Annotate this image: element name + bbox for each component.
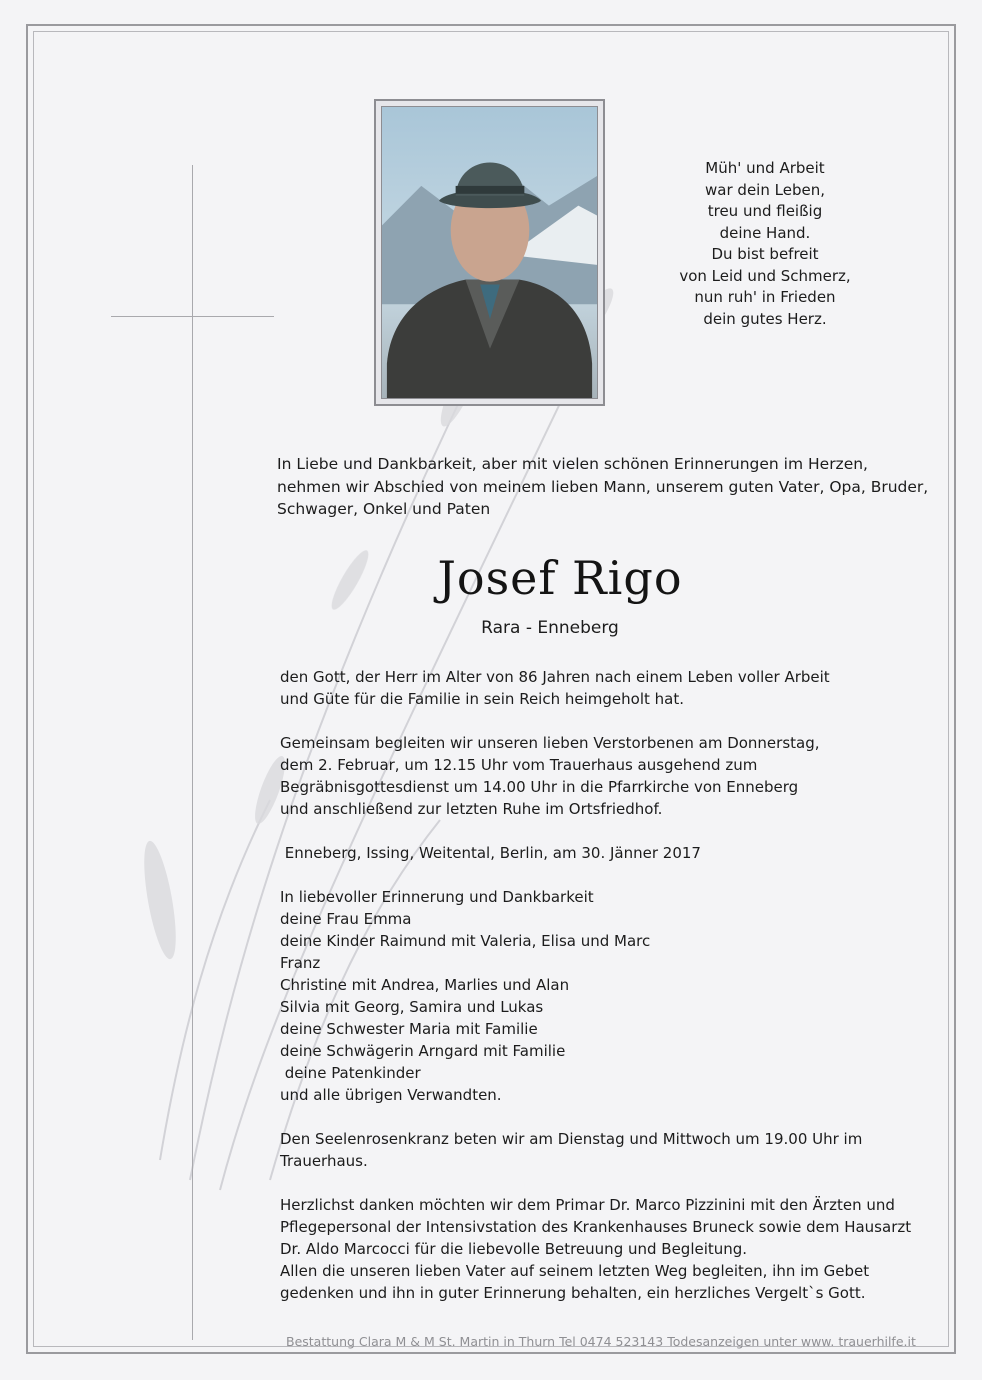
mourner-line: Franz xyxy=(280,954,321,972)
deceased-origin: Rara - Enneberg xyxy=(481,618,619,638)
portrait-frame xyxy=(374,99,605,406)
thanks-line: Pflegepersonal der Intensivstation des Krankenhauses Bruneck sowie dem Hausarzt xyxy=(280,1218,912,1236)
mourner-line: In liebevoller Erinnerung und Dankbarkeit xyxy=(280,888,594,906)
cross-vertical-bar xyxy=(192,165,193,1340)
poem-line: dein gutes Herz. xyxy=(703,309,827,328)
funeral-line: dem 2. Februar, um 12.15 Uhr vom Trauerhaus ausgehend zum xyxy=(280,756,758,774)
thanks-line: Herzlichst danken möchten wir dem Primar Dr. Marco Pizzinini mit den Ärzten und xyxy=(280,1196,895,1214)
rosary-line: Trauerhaus. xyxy=(280,1152,368,1170)
rosary-line: Den Seelenrosenkranz beten wir am Dienstag und Mittwoch um 19.00 Uhr im xyxy=(280,1130,863,1148)
poem-line: nun ruh' in Frieden xyxy=(694,288,836,306)
poem-line: war dein Leben, xyxy=(705,180,825,199)
funeral-line: Gemeinsam begleiten wir unseren lieben Verstorbenen am Donnerstag, xyxy=(280,734,820,752)
announcement-body xyxy=(280,666,920,1304)
footer-imprint: Bestattung Clara M & M St. Martin in Thurn Tel 0474 523143 Todesanzeigen unter www. trauerhilfe.it xyxy=(286,1334,916,1349)
poem-line: Müh' und Arbeit xyxy=(705,159,825,177)
funeral-line: und anschließend zur letzten Ruhe im Ortsfriedhof. xyxy=(280,800,663,818)
mourner-line: Christine mit Andrea, Marlies und Alan xyxy=(280,976,570,994)
deceased-name: Josef Rigo xyxy=(437,551,683,605)
intro-line: nehmen wir Abschied von meinem lieben Mann, unserem guten Vater, Opa, Bruder, xyxy=(277,477,929,496)
passing-line: den Gott, der Herr im Alter von 86 Jahren nach einem Leben voller Arbeit xyxy=(280,668,830,686)
poem-line: Du bist befreit xyxy=(711,245,819,263)
mourner-line: deine Schwägerin Arngard mit Familie xyxy=(280,1042,566,1060)
poem-line: deine Hand. xyxy=(719,223,811,242)
place-date: Enneberg, Issing, Weitental, Berlin, am 30. Jänner 2017 xyxy=(280,844,701,862)
mourner-line: Silvia mit Georg, Samira und Lukas xyxy=(280,998,544,1016)
mourner-line: deine Frau Emma xyxy=(280,910,412,928)
passing-line: und Güte für die Familie in sein Reich heimgeholt hat. xyxy=(280,690,684,708)
intro-line: In Liebe und Dankbarkeit, aber mit vielen schönen Erinnerungen im Herzen, xyxy=(277,455,868,473)
mourner-line: deine Schwester Maria mit Familie xyxy=(280,1020,538,1038)
poem-line: treu und fleißig xyxy=(707,202,823,220)
intro-line: Schwager, Onkel und Paten xyxy=(277,500,491,518)
mourner-line: deine Kinder Raimund mit Valeria, Elisa und Marc xyxy=(280,932,651,950)
poem-line: von Leid und Schmerz, xyxy=(679,266,851,285)
thanks-line: Dr. Aldo Marcocci für die liebevolle Betreuung und Begleitung. xyxy=(280,1240,748,1258)
poem xyxy=(660,158,870,330)
intro-text xyxy=(277,453,929,521)
portrait-photo xyxy=(381,106,598,399)
mourner-line: und alle übrigen Verwandten. xyxy=(280,1086,502,1104)
funeral-line: Begräbnisgottesdienst um 14.00 Uhr in die Pfarrkirche von Enneberg xyxy=(280,778,799,796)
mourner-line: deine Patenkinder xyxy=(280,1064,421,1082)
cross-horizontal-bar xyxy=(111,316,274,317)
thanks-line: Allen die unseren lieben Vater auf seinem letzten Weg begleiten, ihn im Gebet xyxy=(280,1262,870,1280)
thanks-line: gedenken und ihn in guter Erinnerung behalten, ein herzliches Vergelt`s Gott. xyxy=(280,1284,866,1302)
